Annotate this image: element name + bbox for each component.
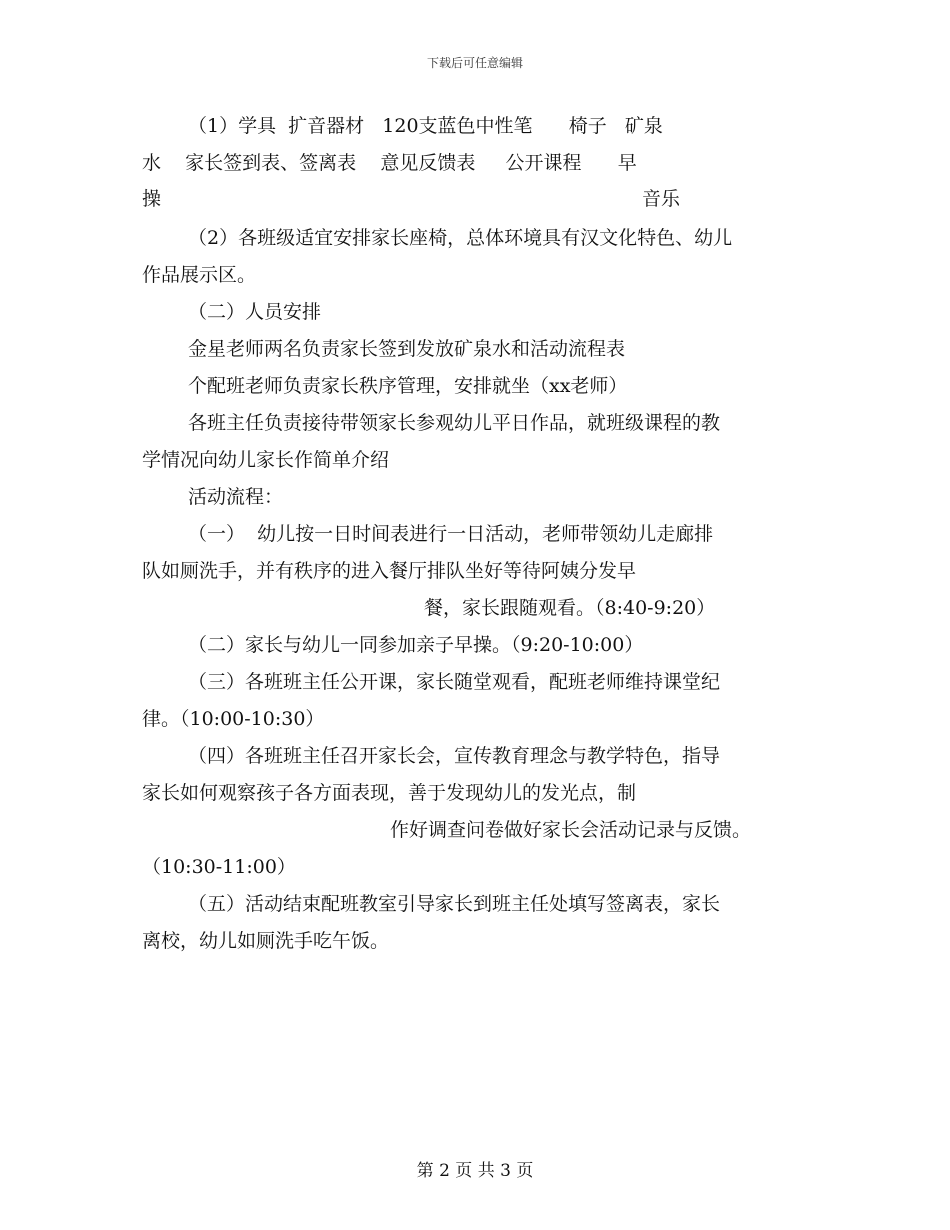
text-line: （二）家长与幼儿一同参加亲子早操。（9:20-10:00） bbox=[188, 634, 644, 656]
text-line: 操 bbox=[142, 188, 162, 210]
text-line: （1）学具 扩音器材 120支蓝色中性笔 椅子 矿泉 bbox=[188, 115, 663, 137]
text-line: 离校，幼儿如厕洗手吃午饭。 bbox=[142, 930, 390, 952]
text-line: （一） 幼儿按一日时间表进行一日活动，老师带领幼儿走廊排 bbox=[188, 523, 714, 545]
text-line: 作好调查问卷做好家长会活动记录与反馈。 bbox=[390, 819, 752, 841]
text-line: 律。（10:00-10:30） bbox=[142, 708, 325, 730]
text-line: 作品展示区。 bbox=[142, 264, 257, 286]
text-line: 个配班老师负责家长秩序管理，安排就坐（xx老师） bbox=[188, 375, 628, 397]
text-line: 音乐 bbox=[642, 188, 681, 210]
text-line: 学情况向幼儿家长作简单介绍 bbox=[142, 449, 390, 471]
section-heading: 活动流程： bbox=[188, 486, 284, 508]
page-number: 第 2 页 共 3 页 bbox=[416, 1161, 534, 1181]
text-line: 队如厕洗手，并有秩序的进入餐厅排队坐好等待阿姨分发早 bbox=[142, 560, 637, 582]
text-line: （五）活动结束配班教室引导家长到班主任处填写签离表，家长 bbox=[188, 893, 721, 915]
text-line: 金星老师两名负责家长签到发放矿泉水和活动流程表 bbox=[188, 338, 626, 360]
text-line: 家长如何观察孩子各方面表现，善于发现幼儿的发光点，制 bbox=[142, 782, 637, 804]
text-line: （三）各班班主任公开课，家长随堂观看，配班老师维持课堂纪 bbox=[188, 671, 721, 693]
section-heading: （二）人员安排 bbox=[188, 301, 322, 323]
text-line: （2）各班级适宜安排家长座椅，总体环境具有汉文化特色、幼儿 bbox=[188, 227, 733, 249]
text-line: （10:30-11:00） bbox=[142, 856, 296, 878]
page-header: 下载后可任意编辑 bbox=[426, 56, 523, 70]
text-line: 餐，家长跟随观看。（8:40-9:20） bbox=[424, 597, 716, 619]
text-line: （四）各班班主任召开家长会，宣传教育理念与教学特色，指导 bbox=[188, 745, 721, 767]
text-line: 水 家长签到表、签离表 意见反馈表 公开课程 早 bbox=[142, 152, 637, 174]
text-line: 各班主任负责接待带领家长参观幼儿平日作品，就班级课程的教 bbox=[188, 412, 721, 434]
